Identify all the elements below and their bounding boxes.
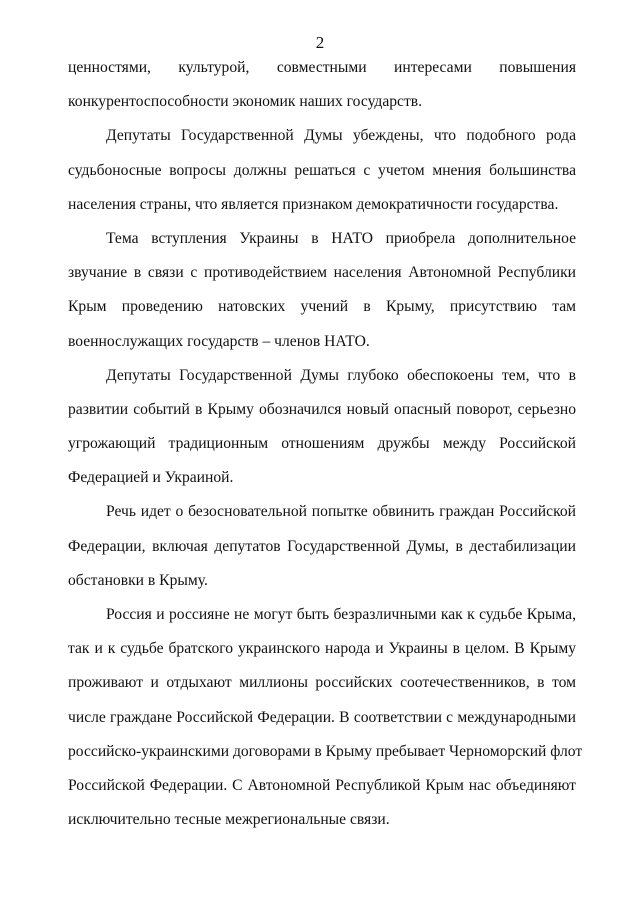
text-line: Тема вступления Украины в НАТО приобрела дополнительное	[106, 229, 576, 247]
text-line: Депутаты Государственной Думы глубоко обеспокоены тем, что в	[106, 366, 576, 384]
text-line: звучание в связи с противодействием населения Автономной Республики	[68, 264, 576, 282]
paragraph	[68, 366, 576, 503]
document-body	[68, 58, 583, 844]
text-line: Россия и россияне не могут быть безразличными как к судьбе Крыма,	[106, 606, 576, 623]
paragraph	[68, 126, 576, 229]
text-line: Речь идет о безосновательной попытке обвинить граждан Российской	[106, 503, 576, 521]
text-line: так и к судьбе братского украинского народа и Украины в целом. В Крыму	[68, 640, 576, 658]
text-line: населения страны, что является признаком демократичности государства.	[68, 195, 559, 213]
text-line: Крым проведению натовских учений в Крыму, присутствию там	[68, 298, 576, 316]
text-line: конкурентоспособности экономик наших государств.	[68, 93, 423, 111]
text-line: исключительно тесные межрегиональные связи.	[68, 811, 390, 829]
text-line: числе граждане Российской Федерации. В соответствии с международными	[68, 708, 576, 726]
text-line: проживают и отдыхают миллионы российских соотечественников, в том	[68, 674, 576, 692]
paragraph	[68, 502, 576, 605]
text-line: Депутаты Государственной Думы убеждены, что подобного рода	[106, 127, 576, 145]
text-line: российско-украинскими договорами в Крыму пребывает Черноморский флот	[68, 742, 583, 760]
paragraph	[68, 58, 576, 126]
text-line: Федерации, включая депутатов Государственной Думы, в дестабилизации	[68, 537, 576, 555]
text-line: военнослужащих государств – членов НАТО.	[68, 332, 370, 350]
paragraph	[68, 229, 576, 366]
text-line: развитии событий в Крыму обозначился новый опасный поворот, серьезно	[68, 400, 576, 418]
text-line: Российской Федерации. С Автономной Республикой Крым нас объединяют	[68, 776, 576, 794]
text-line: угрожающий традиционным отношениям дружбы между Российской	[68, 435, 576, 453]
page-number: 2	[315, 33, 325, 52]
paragraph	[68, 605, 583, 844]
text-line: обстановки в Крыму.	[68, 571, 208, 589]
text-line: ценностями, культурой, совместными интересами повышения	[68, 59, 576, 76]
text-line: Федерацией и Украиной.	[68, 469, 234, 487]
text-line: судьбоносные вопросы должны решаться с учетом мнения большинства	[68, 161, 576, 179]
